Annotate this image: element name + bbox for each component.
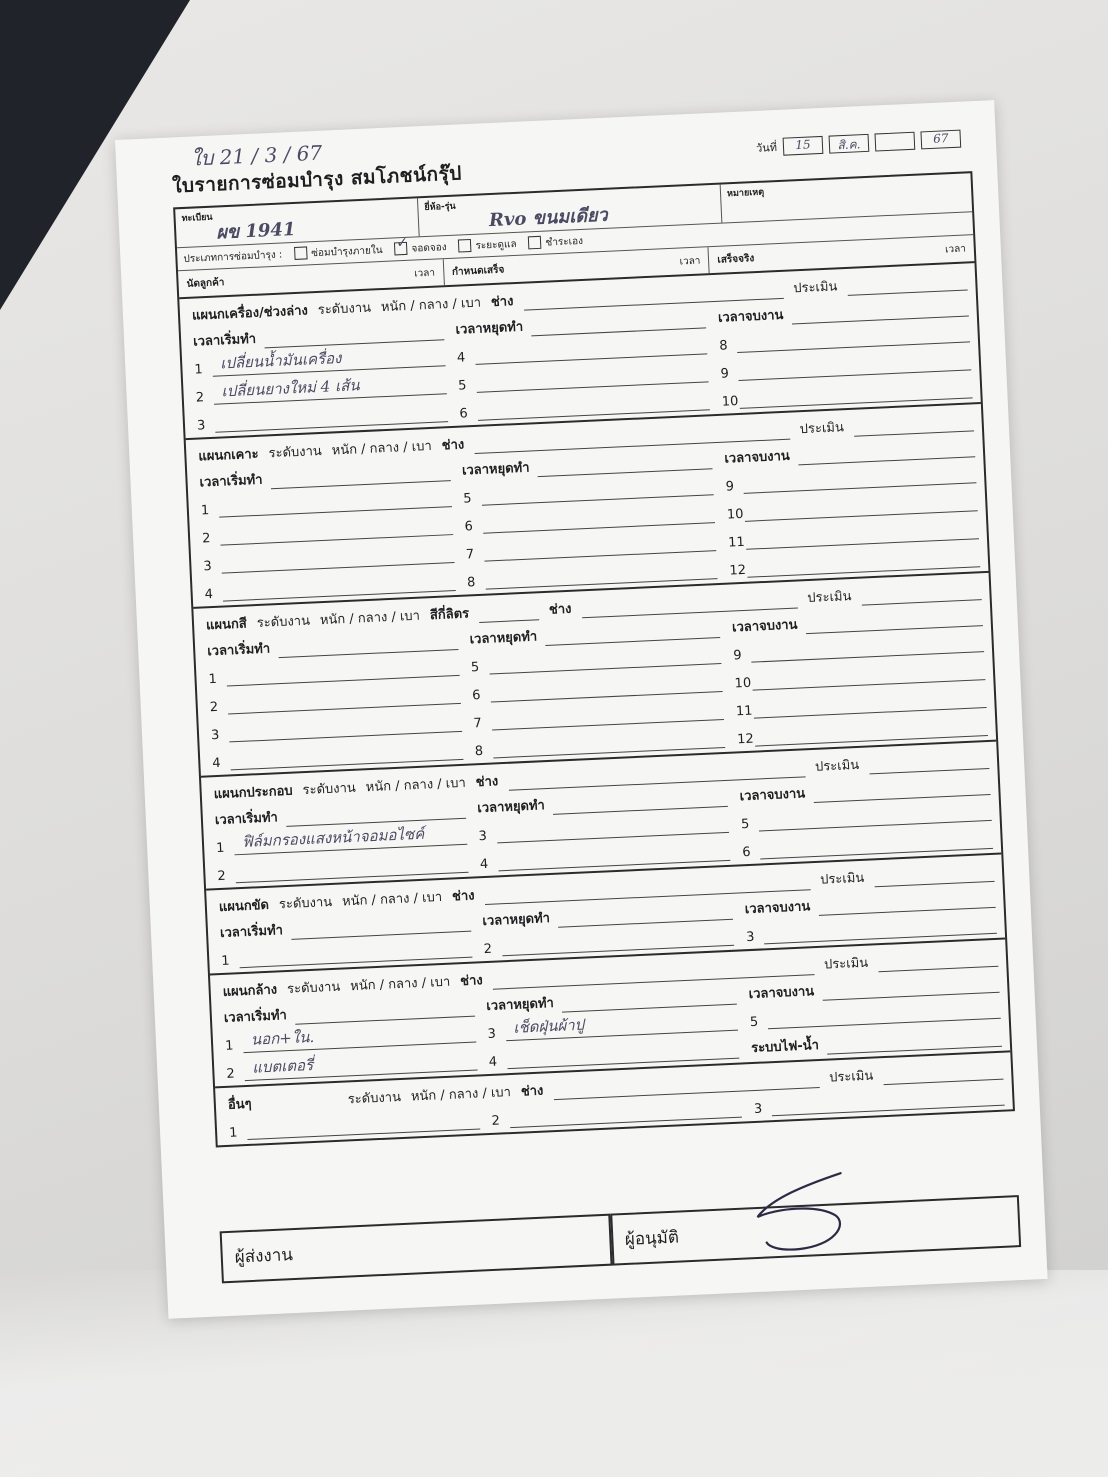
date-month: สิ.ค.	[829, 134, 870, 154]
line-8[interactable]: 8	[474, 726, 725, 759]
form-table	[173, 171, 1015, 1147]
water-electric-line[interactable]: ระบบไฟ-น้ำ	[751, 1025, 1002, 1058]
line-2[interactable]: 2	[209, 682, 460, 715]
signature-row	[220, 1195, 1022, 1283]
line-2[interactable]: 2	[217, 851, 468, 884]
line-4[interactable]: 4	[488, 1037, 739, 1070]
line-9[interactable]: 9	[725, 461, 976, 494]
plate-label: ทะเบียน	[181, 212, 213, 225]
date-box	[756, 130, 962, 157]
line-1[interactable]: 1 นอก+ใน.	[225, 1021, 476, 1054]
section-header: แผนกขัด ระดับงาน หนัก / กลาง / เบา ช่าง ประเมิน	[218, 861, 994, 917]
remark-label: หมายเหตุ	[726, 187, 765, 200]
line-10[interactable]: 10	[721, 376, 972, 409]
time-row: เวลาเริ่มทำ เวลาหยุดทำ เวลาจบงาน	[214, 773, 990, 830]
type-option-internal[interactable]: ซ่อมบำรุงภายใน	[294, 242, 383, 261]
line-2[interactable]: 2	[483, 924, 734, 957]
checkbox-checked-icon[interactable]	[394, 242, 408, 256]
line-2[interactable]: 2	[202, 513, 453, 546]
line-3[interactable]: 3 เช็ดฝุ่นผ้าปู	[487, 1009, 738, 1042]
checkbox-icon[interactable]	[294, 246, 308, 260]
section-header: อื่นๆ ระดับงาน หนัก / กลาง / เบา ช่าง ประเมิน	[227, 1059, 1003, 1115]
date-year: 67	[920, 130, 961, 150]
repair-form-paper	[115, 100, 1048, 1319]
sender-box[interactable]	[220, 1214, 612, 1284]
section-header: แผนกประกอบ ระดับงาน หนัก / กลาง / เบา ช่าง ประเมิน	[213, 748, 989, 804]
time-row: เวลาเริ่มทำ เวลาหยุดทำ เวลาจบงาน	[193, 294, 969, 351]
section-header: แผนกสี ระดับงาน หนัก / กลาง / เบา สีกี่ลิตร ช่าง ประเมิน	[206, 579, 982, 635]
checkbox-icon[interactable]	[528, 236, 542, 250]
form-title: ใบรายการซ่อมบำรุง สมโภชน์กรุ๊ป	[171, 162, 463, 198]
section-header: แผนกเครื่อง/ช่วงล่าง ระดับงาน หนัก / กลาง / เบา ช่าง ประเมิน	[192, 269, 968, 325]
section-header: แผนกล้าง ระดับงาน หนัก / กลาง / เบา ช่าง ประเมิน	[222, 946, 998, 1002]
approver-box[interactable]	[610, 1195, 1021, 1266]
line-2[interactable]: 2 แบตเตอรี่	[226, 1049, 477, 1082]
line-6[interactable]: 6	[742, 827, 993, 860]
line-3[interactable]: 3	[746, 912, 997, 945]
line-3[interactable]: 3	[753, 1084, 1004, 1117]
line-6[interactable]: 6	[472, 670, 723, 703]
line-5[interactable]: 5	[470, 642, 721, 675]
type-label: ประเภทการซ่อมบำรุง :	[183, 249, 283, 265]
line-10[interactable]: 10	[726, 489, 977, 522]
repair-form	[170, 111, 1015, 1268]
line-9[interactable]: 9	[733, 630, 984, 663]
checkbox-icon[interactable]	[458, 239, 472, 253]
line-12[interactable]: 12	[729, 545, 980, 578]
line-10[interactable]: 10	[734, 658, 985, 691]
line-3[interactable]: 3	[196, 400, 447, 433]
line-9[interactable]: 9	[720, 348, 971, 381]
line-2[interactable]: 2	[491, 1096, 742, 1129]
actual-done: เสร็จจริง เวลา	[717, 243, 967, 266]
time-row: เวลาเริ่มทำ เวลาหยุดทำ เวลาจบงาน	[199, 435, 975, 492]
time-row: เวลาเริ่มทำ เวลาหยุดทำ เวลาจบงาน	[220, 886, 996, 943]
line-3[interactable]: 3	[478, 811, 729, 844]
plate-value: ผข 1941	[215, 218, 296, 244]
handwritten-note: ใบ 21 / 3 / 67	[190, 140, 323, 171]
line-5[interactable]: 5	[463, 473, 714, 506]
line-5[interactable]: 5	[749, 997, 1000, 1030]
section-header: แผนกเคาะ ระดับงาน หนัก / กลาง / เบา ช่าง ประเมิน	[198, 410, 974, 466]
line-4[interactable]: 4	[204, 569, 455, 602]
line-4[interactable]: 4	[212, 738, 463, 771]
approver-label: ผู้อนุมัติ	[624, 1227, 680, 1250]
model-value: Rvo ขนมเดียว	[488, 204, 609, 232]
date-day: 15	[783, 136, 824, 156]
line-12[interactable]: 12	[737, 714, 988, 747]
line-1[interactable]: 1	[200, 485, 451, 518]
line-11[interactable]: 11	[728, 517, 979, 550]
line-6[interactable]: 6	[459, 388, 710, 421]
date-blank	[874, 132, 915, 152]
time-row: เวลาเริ่มทำ เวลาหยุดทำ เวลาจบงาน	[223, 971, 999, 1028]
type-option-booking[interactable]: ✓ จอดจอง	[394, 240, 447, 257]
line-5[interactable]: 5	[458, 360, 709, 393]
line-7[interactable]: 7	[465, 529, 716, 562]
line-5[interactable]: 5	[740, 799, 991, 832]
line-7[interactable]: 7	[473, 698, 724, 731]
line-6[interactable]: 6	[464, 501, 715, 534]
date-label: วันที่	[755, 140, 778, 155]
line-8[interactable]: 8	[719, 320, 970, 353]
type-option-self-pay[interactable]: ชำระเอง	[528, 233, 583, 250]
line-11[interactable]: 11	[735, 686, 986, 719]
type-option-care[interactable]: ระยะดูแล	[458, 236, 517, 254]
line-1[interactable]: 1	[208, 654, 459, 687]
time-row: เวลาเริ่มทำ เวลาหยุดทำ เวลาจบงาน	[207, 604, 983, 661]
signature-mark	[745, 1164, 859, 1259]
line-3[interactable]: 3	[203, 541, 454, 574]
model-label: ยี่ห้อ-รุ่น	[424, 201, 456, 214]
line-3[interactable]: 3	[210, 710, 461, 743]
line-4[interactable]: 4	[456, 332, 707, 365]
line-1[interactable]: 1	[221, 936, 472, 969]
line-1[interactable]: 1	[229, 1107, 480, 1140]
customer-appt: นัดลูกค้า เวลา	[178, 259, 445, 297]
line-8[interactable]: 8	[466, 557, 717, 590]
line-1[interactable]: 1 เปลี่ยนน้ำมันเครื่อง	[194, 344, 445, 377]
line-2[interactable]: 2 เปลี่ยนยางใหม่ 4 เส้น	[195, 372, 446, 405]
due-date: กำหนดเสร็จ เวลา	[443, 247, 710, 285]
line-1[interactable]: 1 ฟิล์มกรองแสงหน้าจอมอไซค์	[216, 823, 467, 856]
sender-label: ผู้ส่งงาน	[234, 1244, 294, 1268]
line-4[interactable]: 4	[479, 839, 730, 872]
